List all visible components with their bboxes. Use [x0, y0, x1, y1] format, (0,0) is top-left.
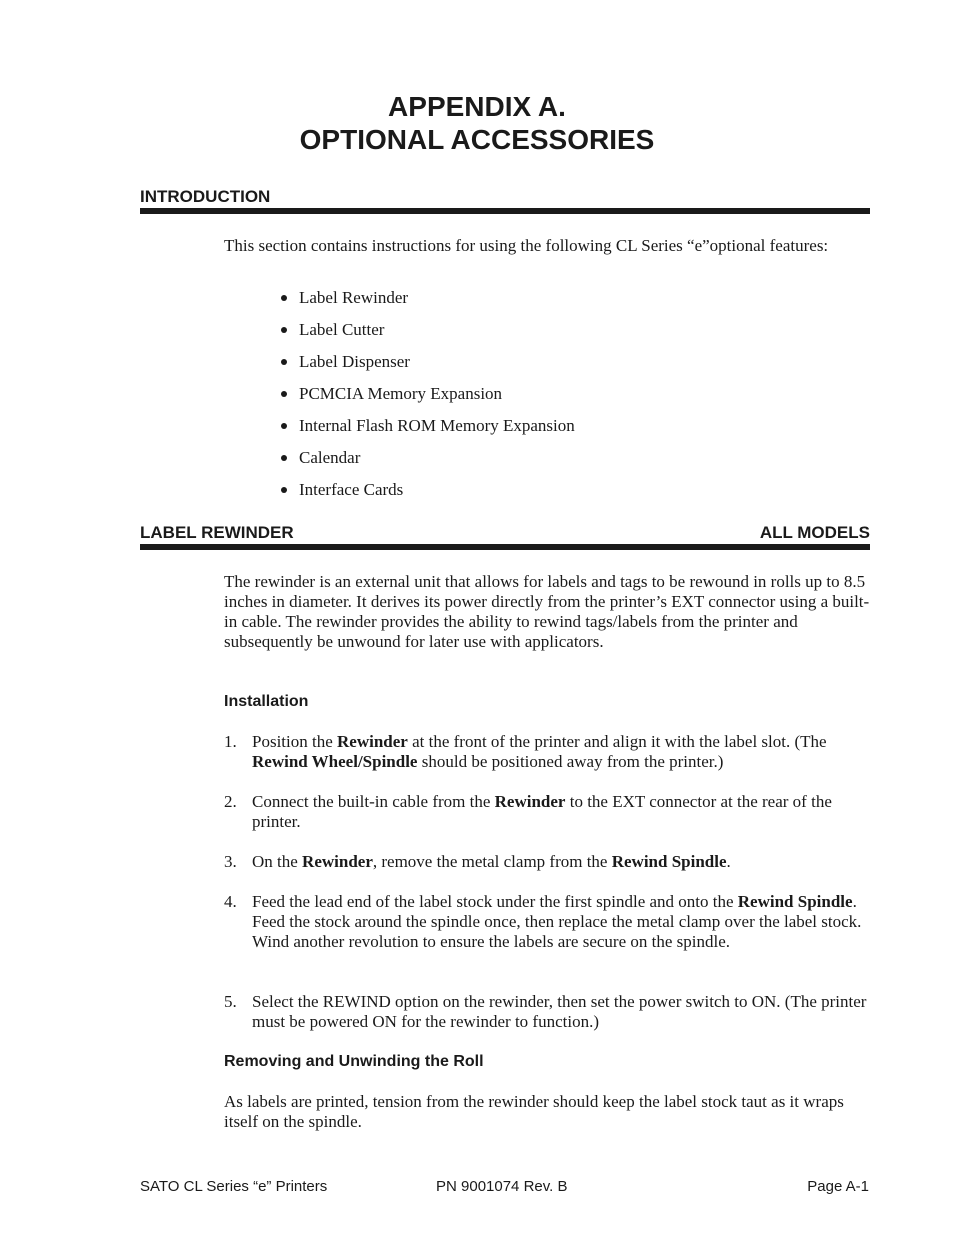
list-item: Interface Cards [280, 480, 575, 512]
page-title [0, 90, 954, 156]
models-label: ALL MODELS [759, 523, 870, 542]
footer-page-number: Page A-1 [807, 1178, 869, 1195]
feature-list [280, 288, 575, 512]
footer-center: PN 9001074 Rev. B [436, 1178, 568, 1195]
list-item: Label Cutter [280, 320, 575, 352]
removing-heading: Removing and Unwinding the Roll [224, 1053, 484, 1070]
bullet-icon [281, 455, 287, 461]
list-item: Label Rewinder [280, 288, 575, 320]
installation-heading: Installation [224, 693, 309, 710]
list-item: Label Dispenser [280, 352, 575, 384]
bullet-icon [281, 295, 287, 301]
installation-step: 1. Position the Rewinder at the front of the printer and align it with the label slot. (The Rewind Wheel/Spindle should be positioned away from the printer.) [224, 732, 827, 771]
introduction-heading-text: INTRODUCTION [140, 187, 271, 206]
section-rule [140, 208, 870, 214]
section-rule [140, 544, 870, 550]
list-item: PCMCIA Memory Expansion [280, 384, 575, 416]
title-line-2: OPTIONAL ACCESSORIES [299, 124, 655, 155]
removing-paragraph: As labels are printed, tension from the rewinder should keep the label stock taut as it wraps itself on the spindle. [224, 1092, 844, 1131]
bullet-icon [281, 359, 287, 365]
label-rewinder-heading [140, 523, 870, 543]
label-rewinder-heading-text: LABEL REWINDER [140, 523, 294, 542]
bullet-icon [281, 423, 287, 429]
bullet-icon [281, 327, 287, 333]
installation-step: 5. Select the REWIND option on the rewinder, then set the power switch to ON. (The printer must be powered ON for the rewinder to function.) [224, 992, 867, 1031]
list-item: Calendar [280, 448, 575, 480]
intro-paragraph: This section contains instructions for using the following CL Series “e”optional features: [224, 236, 829, 255]
title-line-1: APPENDIX A. [388, 91, 566, 122]
footer-left: SATO CL Series “e” Printers [140, 1178, 328, 1195]
list-item: Internal Flash ROM Memory Expansion [280, 416, 575, 448]
installation-step: 4. Feed the lead end of the label stock under the first spindle and onto the Rewind Spindle. Feed the stock around the spindle once, then replace the metal clamp over the label stock. Wind another revolution to ensure the labels are secure on the spindle. [224, 892, 862, 951]
introduction-heading [140, 187, 870, 207]
bullet-icon [281, 487, 287, 493]
rewinder-description: The rewinder is an external unit that allows for labels and tags to be rewound in rolls up to 8.5 inches in diameter. It derives its power directly from the printer’s EXT connector using a built-in cable. The rewinder provides the ability to rewind tags/labels from the printer and subsequently be unwound for later use with applicators. [224, 572, 870, 651]
installation-step: 3. On the Rewinder, remove the metal clamp from the Rewind Spindle. [224, 852, 731, 871]
installation-step: 2. Connect the built-in cable from the Rewinder to the EXT connector at the rear of the printer. [224, 792, 832, 831]
bullet-icon [281, 391, 287, 397]
